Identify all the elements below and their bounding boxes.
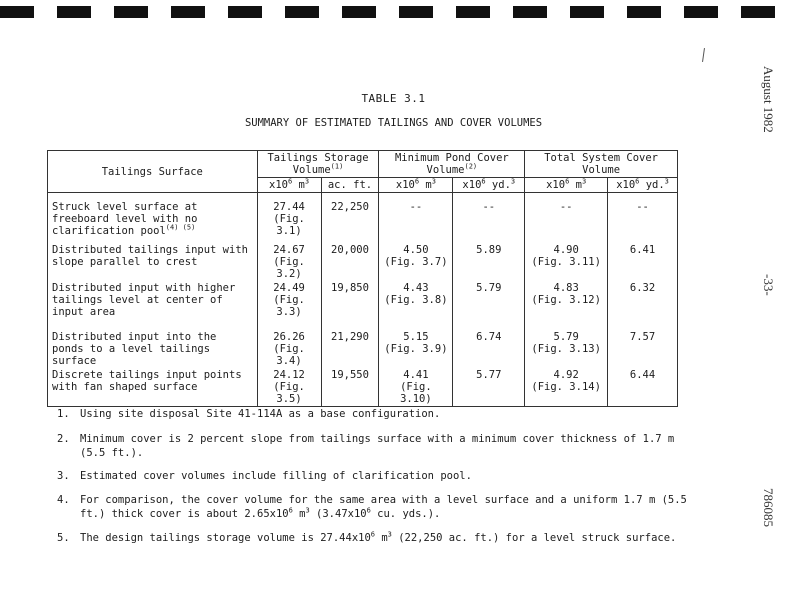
pond-yd3-cell: 5.77 [453,368,525,407]
total-m3-cell: 5.79 (Fig. 3.13) [525,330,608,368]
pond-yd3-cell: 6.74 [453,330,525,368]
storage-acft-cell: 22,250 [321,193,379,243]
footnote-number: 4. [57,494,70,506]
pond-yd3-cell: 5.89 [453,243,525,281]
side-date: August 1982 [761,66,776,133]
storage-m3-cell: 26.26 (Fig. 3.4) [257,330,321,368]
footnote-text: Estimated cover volumes include filling of clarification pool. [80,470,472,482]
binding-dash [399,6,433,18]
total-m3-cell: 4.83 (Fig. 3.12) [525,281,608,330]
pond-m3-cell: 4.50 (Fig. 3.7) [379,243,453,281]
table-row [48,281,678,330]
unit-acft: ac. ft. [321,178,379,193]
pond-yd3-cell: 5.79 [453,281,525,330]
table-subtitle: SUMMARY OF ESTIMATED TAILINGS AND COVER VOLUMES [244,117,543,129]
pond-m3-cell: -- [379,193,453,243]
pond-m3-cell: 4.41 (Fig. 3.10) [379,368,453,407]
binding-dash [456,6,490,18]
storage-m3-cell: 27.44 (Fig. 3.1) [257,193,321,243]
table-row [48,193,678,243]
footnote-number: 1. [57,408,70,420]
binding-dash [342,6,376,18]
binding-dash [741,6,775,18]
table-row [48,243,678,281]
side-doc-number: 786085 [761,488,776,527]
surface-cell: Discrete tailings input points with fan shaped surface [48,368,258,407]
punch-hole-strip [0,6,787,20]
footnote-number: 3. [57,470,70,482]
storage-acft-cell: 19,550 [321,368,379,407]
pond-yd3-cell: -- [453,193,525,243]
binding-dash [684,6,718,18]
header-pond-cover-volume: Minimum Pond Cover Volume$^{(2)}$ [379,151,525,178]
storage-acft-cell: 19,850 [321,281,379,330]
table-row [48,368,678,407]
surface-cell: Struck level surface at freeboard level with no clarification pool$^{(4) (5)}$ [48,193,258,243]
unit-yd3: $x10^6$ yd.$^3$ [453,178,525,193]
surface-cell: Distributed input into the ponds to a level tailings surface [48,330,258,368]
storage-m3-cell: 24.67 (Fig. 3.2) [257,243,321,281]
footnote-number: 5. [57,532,70,544]
header-row [48,151,678,178]
binding-dash [228,6,262,18]
binding-dash [171,6,205,18]
binding-dash [627,6,661,18]
pond-m3-cell: 4.43 (Fig. 3.8) [379,281,453,330]
footnote-number: 2. [57,433,70,445]
side-page-number: -33- [761,274,776,296]
table-row [48,330,678,368]
surface-cell: Distributed tailings input with slope parallel to crest [48,243,258,281]
storage-m3-cell: 24.12 (Fig. 3.5) [257,368,321,407]
unit-m3: $x10^6$ $m^3$ [379,178,453,193]
total-yd3-cell: 7.57 [608,330,678,368]
binding-dash [570,6,604,18]
storage-acft-cell: 21,290 [321,330,379,368]
binding-dash [0,6,34,18]
table-title: TABLE 3.1 [361,92,426,105]
binding-dash [513,6,547,18]
total-yd3-cell: 6.44 [608,368,678,407]
total-yd3-cell: -- [608,193,678,243]
unit-yd3: $x10^6$ yd.$^3$ [608,178,678,193]
header-tailings-surface: Tailings Surface [48,151,258,193]
header-total-cover-volume: Total System Cover Volume [525,151,678,178]
total-yd3-cell: 6.32 [608,281,678,330]
binding-dash [285,6,319,18]
binding-dash [57,6,91,18]
pond-m3-cell: 5.15 (Fig. 3.9) [379,330,453,368]
footnote-text: Using site disposal Site 41-114A as a base configuration. [80,408,441,420]
pen-mark [702,48,705,62]
unit-m3: $x10^6$ $m^3$ [525,178,608,193]
total-yd3-cell: 6.41 [608,243,678,281]
total-m3-cell: 4.90 (Fig. 3.11) [525,243,608,281]
total-m3-cell: -- [525,193,608,243]
unit-m3: $x10^6$ $m^3$ [257,178,321,193]
binding-dash [114,6,148,18]
header-storage-volume: Tailings Storage Volume$^{(1)}$ [257,151,379,178]
storage-acft-cell: 20,000 [321,243,379,281]
total-m3-cell: 4.92 (Fig. 3.14) [525,368,608,407]
footnote-text: For comparison, the cover volume for the same area with a level surface and a uniform 1.7 m (5.5 ft.) thick cover is about $2.65x10^6$ $m^3$ ($3.47x10^6$ cu. yds.). [80,494,687,520]
volumes-table [47,150,678,407]
surface-cell: Distributed input with higher tailings level at center of input area [48,281,258,330]
storage-m3-cell: 24.49 (Fig. 3.3) [257,281,321,330]
footnote-text: Minimum cover is 2 percent slope from tailings surface with a minimum cover thickness of 1.7 m (5.5 ft.). [80,433,675,459]
footnote-text: The design tailings storage volume is $27.44x10^6$ $m^3$ (22,250 ac. ft.) for a level struck surface. [80,530,677,544]
